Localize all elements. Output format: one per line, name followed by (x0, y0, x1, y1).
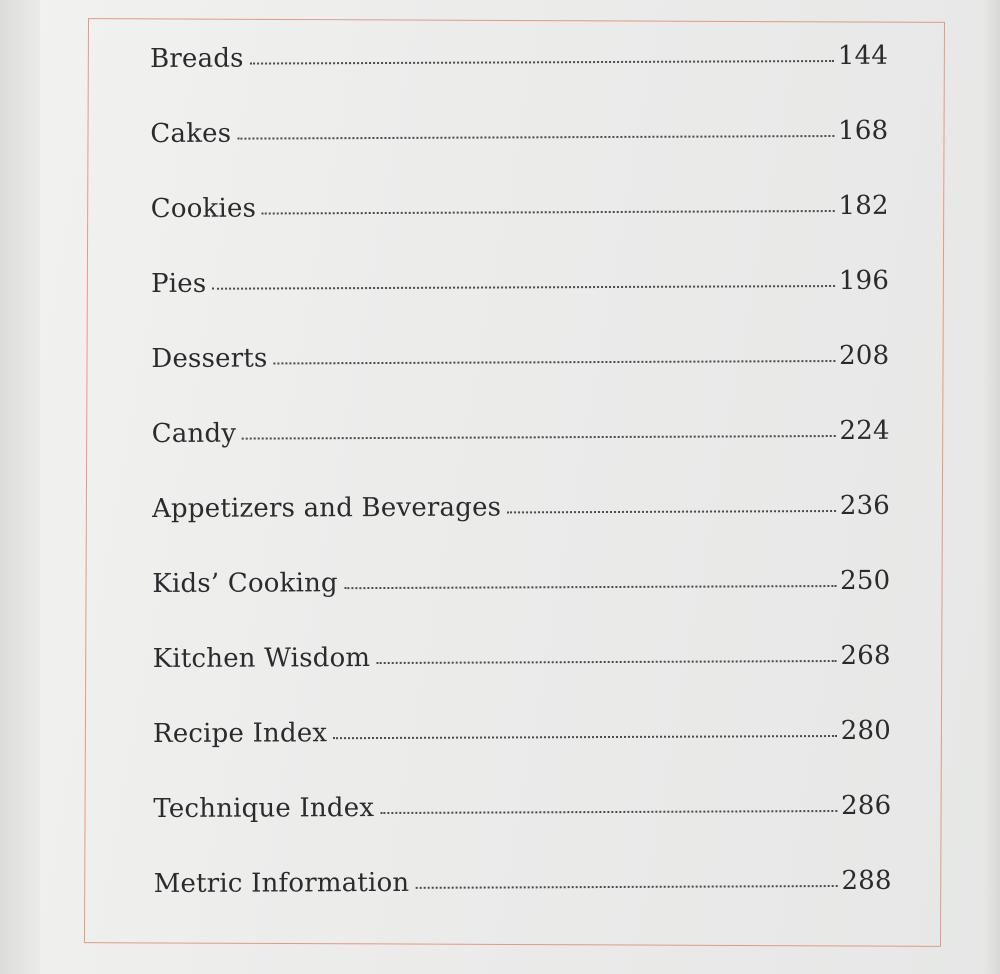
toc-entry-title: Metric Information (153, 867, 410, 899)
toc-entry-metric-information (154, 866, 892, 944)
toc-entry-kitchen-wisdom (153, 641, 891, 719)
dot-leader (415, 885, 837, 889)
toc-entry-page-number: 182 (838, 190, 889, 221)
dot-leader (507, 510, 836, 513)
toc-entry-pies (151, 266, 889, 344)
page-gutter (0, 0, 40, 974)
toc-entry-page-number: 288 (841, 865, 892, 896)
dot-leader (237, 135, 834, 140)
dot-leader (344, 585, 836, 589)
toc-entry-title: Pies (150, 268, 207, 299)
toc-entry-title: Breads (150, 43, 244, 74)
toc-entry-breads (150, 41, 888, 119)
toc-entry-title: Cakes (150, 118, 232, 149)
toc-entry-page-number: 236 (839, 490, 891, 521)
table-of-contents (150, 41, 892, 944)
toc-entry-title: Candy (151, 418, 237, 449)
dot-leader (212, 285, 834, 290)
toc-entry-page-number: 196 (838, 265, 890, 296)
toc-entry-title: Cookies (150, 193, 257, 224)
dot-leader (274, 360, 836, 364)
toc-entry-title: Appetizers and Beverages (151, 492, 502, 524)
toc-entry-appetizers-and-beverages (152, 491, 890, 569)
toc-entry-cakes (150, 116, 888, 194)
dot-leader (262, 210, 834, 214)
dot-leader (250, 60, 834, 65)
toc-entry-title: Kitchen Wisdom (152, 643, 371, 674)
toc-entry-technique-index (153, 791, 891, 869)
toc-entry-page-number: 286 (841, 790, 892, 821)
toc-entry-candy (152, 416, 890, 494)
toc-entry-title: Desserts (151, 343, 268, 374)
toc-entry-page-number: 268 (840, 640, 891, 671)
toc-entry-title: Kids’ Cooking (152, 568, 338, 599)
toc-entry-recipe-index (153, 716, 891, 794)
toc-entry-page-number: 208 (839, 340, 890, 371)
dot-leader (376, 660, 836, 664)
dot-leader (242, 435, 835, 440)
toc-entry-page-number: 250 (840, 565, 891, 596)
toc-entry-desserts (151, 341, 889, 419)
page-edge (982, 0, 1000, 974)
dot-leader (333, 735, 837, 739)
toc-entry-title: Technique Index (153, 793, 375, 824)
toc-entry-page-number: 280 (840, 715, 892, 746)
toc-entry-page-number: 144 (837, 40, 889, 71)
toc-entry-page-number: 224 (839, 415, 890, 446)
dot-leader (380, 810, 837, 814)
toc-entry-page-number: 168 (838, 115, 889, 146)
toc-entry-cookies (151, 191, 889, 269)
toc-entry-title: Recipe Index (152, 718, 328, 749)
toc-entry-kids-cooking (152, 566, 890, 644)
